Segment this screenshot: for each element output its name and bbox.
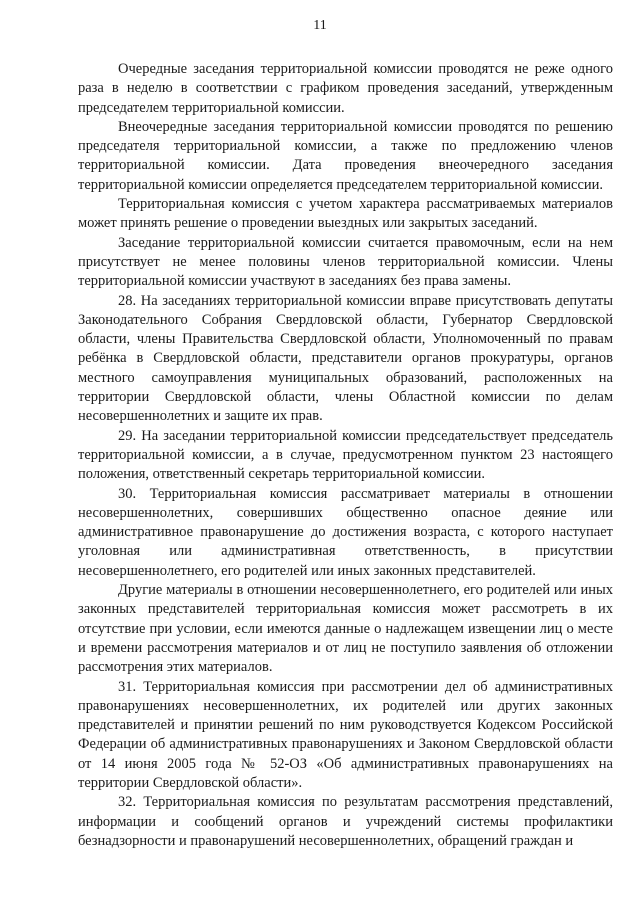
paragraph: Другие материалы в отношении несовершеннолетнего, его родителей или иных законных представителей территориальная комиссия может рассмотреть в их отсутствие при условии, если имеются данные о надлежащем извещении лиц о месте и времени рассмотрения материалов и от лиц не поступило заявления об отложении рассмотрения этих материалов. <box>78 582 613 676</box>
paragraph-item-29: 29. На заседании территориальной комиссии председательствует председатель территориальной комиссии, а в случае, предусмотренном пунктом 23 настоящего положения, ответственный секретарь территориальной комиссии. <box>78 427 613 483</box>
paragraph-item-28: 28. На заседаниях территориальной комиссии вправе присутствовать депутаты Законодательного Собрания Свердловской области, Губернатор Свердловской области, члены Правительства Свердловской области, Уполномоченный по правам ребёнка в Свердловской области, представители органов прокуратуры, органов местного самоуправления муниципальных образований, расположенных на территории Свердловской области, члены Областной комиссии по делам несовершеннолетних и защите их прав. <box>78 292 613 425</box>
page-number: 11 <box>313 18 327 33</box>
paragraph: Внеочередные заседания территориальной комиссии проводятся по решению председателя территориальной комиссии, а также по предложению членов территориальной комиссии. Дата проведения внеочередного заседания территориальной комиссии определяется председателем территориальной комиссии. <box>78 118 613 193</box>
paragraph: Заседание территориальной комиссии считается правомочным, если на нем присутствует не менее половины членов территориальной комиссии. Члены территориальной комиссии участвуют в заседаниях без права замены. <box>78 234 613 290</box>
paragraph-item-31: 31. Территориальная комиссия при рассмотрении дел об административных правонарушениях несовершеннолетних, их родителей или других законных представителей и принятии решений по ним руководствуется Кодексом Российской Федерации об административных правонарушениях и Законом Свердловской области от 14 июня 2005 года № 52-ОЗ «Об административных правонарушениях на территории Свердловской области». <box>78 678 613 791</box>
paragraph: Территориальная комиссия с учетом характера рассматриваемых материалов может принять решение о проведении выездных или закрытых заседаний. <box>78 196 613 232</box>
document-body <box>78 60 613 851</box>
paragraph-item-30: 30. Территориальная комиссия рассматривает материалы в отношении несовершеннолетних, совершивших общественно опасное деяние или административное правонарушение до достижения возраста, с которого наступает уголовная или административная ответственность, в присутствии несовершеннолетнего, его родителей или иных законных представителей. <box>78 485 613 579</box>
paragraph: Очередные заседания территориальной комиссии проводятся не реже одного раза в неделю в соответствии с графиком проведения заседаний, утвержденным председателем территориальной комиссии. <box>78 61 613 116</box>
paragraph-item-32: 32. Территориальная комиссия по результатам рассмотрения представлений, информации и сообщений органов и учреждений системы профилактики безнадзорности и правонарушений несовершеннолетних, обращений граждан и <box>78 794 613 849</box>
